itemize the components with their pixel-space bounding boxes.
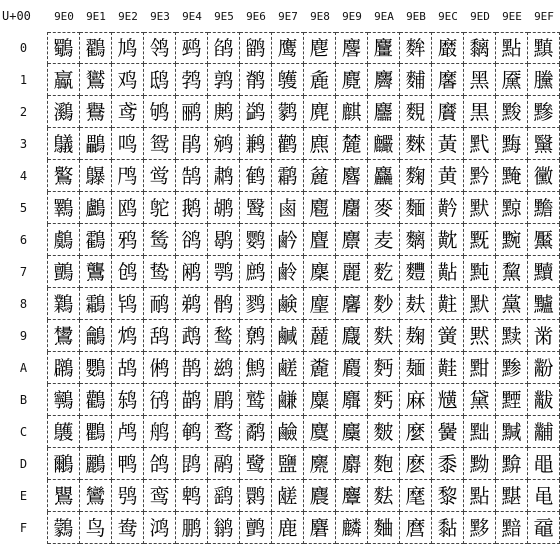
column-header: 9E7 — [278, 9, 298, 23]
glyph-cell: 麼 — [400, 416, 432, 448]
glyph-cell: 麦 — [368, 224, 400, 256]
glyph-cell: 黀 — [432, 32, 464, 64]
glyph-cell: 麫 — [368, 384, 400, 416]
glyph-cell: 鸭 — [112, 448, 144, 480]
glyph-cell: 鹬 — [240, 416, 272, 448]
row-header: E — [0, 480, 48, 512]
glyph-cell: 黏 — [432, 512, 464, 544]
glyph-cell: 麸 — [400, 288, 432, 320]
glyph-cell: 鹯 — [240, 512, 272, 544]
glyph-cell: 麤 — [368, 160, 400, 192]
glyph-cell: 鸛 — [80, 384, 112, 416]
glyph-cell: 鸿 — [144, 512, 176, 544]
glyph-cell: 黊 — [432, 352, 464, 384]
glyph-cell: 麯 — [368, 512, 400, 544]
glyph-cell: 麎 — [304, 480, 336, 512]
glyph-cell: 黎 — [432, 480, 464, 512]
glyph-cell: 鸩 — [112, 320, 144, 352]
glyph-cell: 鹅 — [176, 192, 208, 224]
glyph-cell: 鸳 — [144, 128, 176, 160]
glyph-cell: 默 — [464, 288, 496, 320]
glyph-cell: 黫 — [496, 384, 528, 416]
glyph-cell: 麭 — [368, 448, 400, 480]
glyph-cell: 麩 — [368, 320, 400, 352]
column-header: 9E8 — [310, 9, 330, 23]
glyph-cell: 黖 — [464, 224, 496, 256]
glyph-cell: 麔 — [336, 160, 368, 192]
glyph-cell: 黷 — [528, 256, 560, 288]
glyph-cell: 黵 — [528, 192, 560, 224]
glyph-cell: 黚 — [464, 352, 496, 384]
glyph-cell: 鸶 — [144, 224, 176, 256]
glyph-cell: 鸕 — [80, 192, 112, 224]
glyph-cell: 鹭 — [240, 448, 272, 480]
glyph-cell: 鹥 — [240, 192, 272, 224]
glyph-cell: 黂 — [432, 96, 464, 128]
glyph-cell: 鸖 — [80, 224, 112, 256]
glyph-cell: 鹧 — [240, 256, 272, 288]
glyph-cell: 麊 — [304, 352, 336, 384]
glyph-cell: 鹠 — [240, 32, 272, 64]
row-header: 3 — [0, 128, 48, 160]
glyph-cell: 黛 — [464, 384, 496, 416]
glyph-cell: 鹌 — [176, 416, 208, 448]
glyph-cell: 麓 — [336, 128, 368, 160]
column-header: 9E6 — [246, 9, 266, 23]
column-header: 9ED — [470, 9, 490, 23]
column-header: 9E9 — [342, 9, 362, 23]
glyph-cell: 鸤 — [112, 160, 144, 192]
glyph-cell: 麜 — [336, 416, 368, 448]
glyph-cell: 鸻 — [144, 384, 176, 416]
glyph-cell: 點 — [464, 480, 496, 512]
glyph-cell: 鹂 — [176, 96, 208, 128]
glyph-cell: 鸒 — [80, 96, 112, 128]
column-header: 9EB — [406, 9, 426, 23]
glyph-cell: 黰 — [528, 32, 560, 64]
glyph-cell: 麰 — [400, 32, 432, 64]
glyph-cell: 黈 — [432, 288, 464, 320]
glyph-cell: 麥 — [368, 192, 400, 224]
glyph-cell: 鸞 — [80, 480, 112, 512]
glyph-cell: 鹽 — [272, 448, 304, 480]
column-header: 9E3 — [150, 9, 170, 23]
row-header: A — [0, 352, 48, 384]
glyph-cell: 鹮 — [240, 480, 272, 512]
glyph-cell: 黿 — [528, 512, 560, 544]
glyph-cell: 鸘 — [80, 288, 112, 320]
glyph-cell: 黼 — [528, 416, 560, 448]
glyph-cell: 麢 — [368, 96, 400, 128]
glyph-cell: 鸄 — [48, 160, 80, 192]
glyph-cell: 鸰 — [144, 32, 176, 64]
glyph-cell: 鹞 — [208, 480, 240, 512]
glyph-cell: 黙 — [464, 320, 496, 352]
row-header: 0 — [0, 32, 48, 64]
glyph-cell: 鹉 — [176, 320, 208, 352]
glyph-cell: 黑 — [464, 64, 496, 96]
glyph-cell: 鸟 — [80, 512, 112, 544]
glyph-cell: 麏 — [304, 512, 336, 544]
glyph-cell: 鸉 — [48, 320, 80, 352]
glyph-cell: 鸫 — [112, 384, 144, 416]
glyph-cell: 黺 — [528, 352, 560, 384]
glyph-cell: 黆 — [432, 224, 464, 256]
glyph-cell: 黉 — [432, 320, 464, 352]
glyph-cell: 鸵 — [144, 192, 176, 224]
glyph-cell: 黄 — [432, 160, 464, 192]
glyph-cell: 鹁 — [176, 64, 208, 96]
glyph-cell: 鸪 — [112, 352, 144, 384]
column-header: 9E4 — [182, 9, 202, 23]
glyph-cell: 麕 — [336, 192, 368, 224]
glyph-cell: 麪 — [368, 352, 400, 384]
glyph-cell: 鹐 — [208, 32, 240, 64]
glyph-cell: 麹 — [400, 320, 432, 352]
glyph-cell: 黦 — [496, 224, 528, 256]
glyph-cell: 鹪 — [240, 352, 272, 384]
glyph-cell: 鸲 — [144, 96, 176, 128]
row-header: 1 — [0, 64, 48, 96]
glyph-cell: 黟 — [464, 512, 496, 544]
glyph-cell: 鸙 — [80, 320, 112, 352]
glyph-cell: 麉 — [304, 320, 336, 352]
glyph-cell: 鹦 — [240, 224, 272, 256]
glyph-cell: 麖 — [336, 224, 368, 256]
glyph-cell: 麆 — [304, 224, 336, 256]
glyph-cell: 鹡 — [240, 64, 272, 96]
glyph-cell: 麻 — [400, 384, 432, 416]
glyph-cell: 鸅 — [48, 192, 80, 224]
glyph-cell: 鹍 — [176, 448, 208, 480]
glyph-cell: 鸚 — [80, 352, 112, 384]
glyph-cell: 麿 — [400, 512, 432, 544]
glyph-cell: 黍 — [432, 448, 464, 480]
glyph-cell: 鸽 — [144, 448, 176, 480]
glyph-cell: 鸸 — [144, 288, 176, 320]
glyph-cell: 鹓 — [208, 128, 240, 160]
glyph-cell: 鹩 — [240, 320, 272, 352]
glyph-cell: 麃 — [304, 128, 336, 160]
glyph-cell: 黐 — [464, 32, 496, 64]
glyph-cell: 鸁 — [48, 64, 80, 96]
glyph-cell: 鹔 — [208, 160, 240, 192]
row-header: B — [0, 384, 48, 416]
glyph-cell: 黒 — [464, 96, 496, 128]
row-header: 9 — [0, 320, 48, 352]
glyph-cell: 鹊 — [176, 352, 208, 384]
glyph-cell: 鹤 — [240, 160, 272, 192]
row-header: 5 — [0, 192, 48, 224]
glyph-cell: 麵 — [400, 192, 432, 224]
glyph-cell: 黴 — [528, 160, 560, 192]
glyph-cell: 鹝 — [208, 448, 240, 480]
glyph-cell: 麘 — [336, 288, 368, 320]
glyph-cell: 默 — [464, 192, 496, 224]
glyph-cell: 鸥 — [112, 192, 144, 224]
glyph-cell: 麺 — [400, 352, 432, 384]
glyph-cell: 鸊 — [48, 352, 80, 384]
glyph-cell: 鸠 — [112, 32, 144, 64]
glyph-cell: 鹫 — [240, 384, 272, 416]
glyph-cell: 鸗 — [80, 256, 112, 288]
glyph-cell: 黥 — [496, 192, 528, 224]
glyph-cell: 鸺 — [144, 352, 176, 384]
glyph-cell: 黔 — [464, 160, 496, 192]
glyph-cell: 麧 — [368, 256, 400, 288]
glyph-cell: 麝 — [336, 448, 368, 480]
glyph-cell: 鸐 — [80, 32, 112, 64]
glyph-cell: 鹘 — [208, 288, 240, 320]
glyph-cell: 黲 — [528, 96, 560, 128]
glyph-cell: 麶 — [400, 224, 432, 256]
glyph-cell: 鸱 — [144, 64, 176, 96]
glyph-cell: 鸧 — [112, 256, 144, 288]
glyph-cell: 麇 — [304, 256, 336, 288]
glyph-cell: 麛 — [336, 384, 368, 416]
glyph-cell: 麷 — [400, 256, 432, 288]
glyph-cell: 鸹 — [144, 320, 176, 352]
row-header: D — [0, 448, 48, 480]
glyph-cell: 鸌 — [48, 416, 80, 448]
glyph-cell: 麈 — [304, 288, 336, 320]
glyph-cell: 鹖 — [208, 224, 240, 256]
glyph-cell: 黝 — [464, 448, 496, 480]
column-header: 9E1 — [86, 9, 106, 23]
glyph-cell: 黯 — [496, 512, 528, 544]
glyph-cell: 鹱 — [272, 64, 304, 96]
row-header: 8 — [0, 288, 48, 320]
row-header: 2 — [0, 96, 48, 128]
row-header: 4 — [0, 160, 48, 192]
glyph-cell: 鸑 — [80, 64, 112, 96]
glyph-cell: 黬 — [496, 416, 528, 448]
glyph-cell: 麍 — [304, 448, 336, 480]
row-header: 7 — [0, 256, 48, 288]
glyph-cell: 麌 — [304, 416, 336, 448]
glyph-cell: 黽 — [528, 448, 560, 480]
glyph-cell: 鹃 — [176, 128, 208, 160]
glyph-cell: 黣 — [496, 128, 528, 160]
glyph-cell: 鹀 — [176, 32, 208, 64]
glyph-cell: 黸 — [528, 288, 560, 320]
glyph-cell: 鸦 — [112, 224, 144, 256]
row-header: C — [0, 416, 48, 448]
glyph-cell: 鹑 — [208, 64, 240, 96]
glyph-cell: 鸨 — [112, 288, 144, 320]
glyph-cell: 鹆 — [176, 224, 208, 256]
glyph-cell: 鸏 — [48, 512, 80, 544]
glyph-cell: 黱 — [528, 64, 560, 96]
glyph-cell: 鹣 — [240, 128, 272, 160]
glyph-cell: 鹗 — [208, 256, 240, 288]
glyph-cell: 鸋 — [48, 384, 80, 416]
glyph-cell: 鹕 — [208, 192, 240, 224]
glyph-cell: 麮 — [368, 480, 400, 512]
glyph-cell: 鹾 — [272, 480, 304, 512]
glyph-cell: 鸎 — [48, 480, 80, 512]
glyph-cell: 鹳 — [272, 128, 304, 160]
glyph-cell: 麐 — [336, 32, 368, 64]
glyph-cell: 鸬 — [112, 416, 144, 448]
glyph-cell: 黢 — [496, 96, 528, 128]
glyph-cell: 鸴 — [144, 160, 176, 192]
glyph-cell: 鸂 — [48, 96, 80, 128]
glyph-cell: 鹶 — [272, 224, 304, 256]
glyph-cell: 麽 — [400, 448, 432, 480]
glyph-cell: 麾 — [400, 480, 432, 512]
glyph-cell: 鹏 — [176, 512, 208, 544]
glyph-cell: 黮 — [496, 480, 528, 512]
glyph-cell: 鸼 — [144, 416, 176, 448]
glyph-cell: 黪 — [496, 352, 528, 384]
glyph-cell: 鸷 — [144, 256, 176, 288]
glyph-cell: 鹨 — [240, 288, 272, 320]
glyph-cell: 鹷 — [272, 256, 304, 288]
glyph-cell: 黓 — [464, 128, 496, 160]
glyph-cell: 麂 — [304, 96, 336, 128]
glyph-cell: 黻 — [528, 384, 560, 416]
glyph-cell: 黁 — [432, 64, 464, 96]
glyph-cell: 鸀 — [48, 32, 80, 64]
glyph-cell: 麡 — [368, 64, 400, 96]
corner-label: U+00 — [2, 9, 31, 23]
glyph-cell: 麅 — [304, 192, 336, 224]
glyph-cell: 麨 — [368, 288, 400, 320]
glyph-cell: 鸝 — [80, 448, 112, 480]
column-header: 9E0 — [54, 9, 74, 23]
glyph-cell: 鸓 — [80, 128, 112, 160]
glyph-cell: 鹺 — [272, 352, 304, 384]
glyph-cell: 鹄 — [176, 160, 208, 192]
glyph-cell: 鹢 — [240, 96, 272, 128]
column-header: 9EC — [438, 9, 458, 23]
glyph-cell: 黤 — [496, 160, 528, 192]
glyph-cell: 麙 — [336, 320, 368, 352]
glyph-cell: 黃 — [432, 128, 464, 160]
glyph-cell: 黡 — [496, 64, 528, 96]
glyph-cell: 鸡 — [112, 64, 144, 96]
glyph-cell: 鸾 — [144, 480, 176, 512]
glyph-cell: 麳 — [400, 128, 432, 160]
glyph-cell: 鹛 — [208, 384, 240, 416]
glyph-cell: 麬 — [368, 416, 400, 448]
glyph-cell: 麗 — [336, 256, 368, 288]
glyph-cell: 黗 — [464, 256, 496, 288]
glyph-cell: 鹟 — [208, 512, 240, 544]
glyph-cell: 麋 — [304, 384, 336, 416]
glyph-cell: 鹿 — [272, 512, 304, 544]
glyph-cell: 麑 — [336, 64, 368, 96]
glyph-cell: 鹵 — [272, 192, 304, 224]
glyph-cell: 麁 — [304, 64, 336, 96]
glyph-cell: 鹒 — [208, 96, 240, 128]
glyph-cell: 鸆 — [48, 224, 80, 256]
glyph-cell: 鸣 — [112, 128, 144, 160]
glyph-cell: 黇 — [432, 256, 464, 288]
glyph-cell: 鸃 — [48, 128, 80, 160]
glyph-cell: 麞 — [336, 480, 368, 512]
glyph-cell: 鸢 — [112, 96, 144, 128]
glyph-cell: 鹎 — [176, 480, 208, 512]
glyph-cell: 麣 — [368, 128, 400, 160]
row-header: 6 — [0, 224, 48, 256]
glyph-cell: 黜 — [464, 416, 496, 448]
column-header: 9EA — [374, 9, 394, 23]
glyph-cell: 黨 — [496, 288, 528, 320]
column-header: 9E2 — [118, 9, 138, 23]
glyph-cell: 鸜 — [80, 416, 112, 448]
glyph-cell: 黅 — [432, 192, 464, 224]
column-header: 9EE — [502, 9, 522, 23]
glyph-cell: 鹋 — [176, 384, 208, 416]
glyph-cell: 鸔 — [80, 160, 112, 192]
glyph-cell: 麀 — [304, 32, 336, 64]
glyph-cell: 麴 — [400, 160, 432, 192]
glyph-cell: 鹼 — [272, 416, 304, 448]
glyph-cell: 鸈 — [48, 288, 80, 320]
glyph-cell: 鹸 — [272, 288, 304, 320]
glyph-cell: 黾 — [528, 480, 560, 512]
glyph-cell: 麒 — [336, 96, 368, 128]
glyph-cell: 鸯 — [112, 512, 144, 544]
glyph-cell: 鹚 — [208, 352, 240, 384]
glyph-cell: 麲 — [400, 96, 432, 128]
column-header: 9E5 — [214, 9, 234, 23]
glyph-cell: 鹻 — [272, 384, 304, 416]
glyph-cell: 黋 — [432, 384, 464, 416]
glyph-cell: 黳 — [528, 128, 560, 160]
glyph-cell: 點 — [496, 32, 528, 64]
glyph-cell: 鹜 — [208, 416, 240, 448]
glyph-cell: 黧 — [496, 256, 528, 288]
glyph-cell: 黩 — [496, 320, 528, 352]
glyph-cell: 黶 — [528, 224, 560, 256]
glyph-cell: 麠 — [368, 32, 400, 64]
column-header: 9EF — [534, 9, 554, 23]
glyph-cell: 鹴 — [272, 160, 304, 192]
glyph-cell: 鸍 — [48, 448, 80, 480]
glyph-cell: 鹈 — [176, 288, 208, 320]
glyph-cell: 鹰 — [272, 32, 304, 64]
glyph-cell: 麱 — [400, 64, 432, 96]
glyph-cell: 麚 — [336, 352, 368, 384]
glyph-cell: 鹲 — [272, 96, 304, 128]
glyph-cell: 鹙 — [208, 320, 240, 352]
glyph-cell: 鸮 — [112, 480, 144, 512]
glyph-cell: 黭 — [496, 448, 528, 480]
glyph-cell: 黌 — [432, 416, 464, 448]
glyph-cell: 鸇 — [48, 256, 80, 288]
row-header: F — [0, 512, 48, 544]
glyph-cell: 鹹 — [272, 320, 304, 352]
glyph-cell: 麟 — [336, 512, 368, 544]
glyph-cell: 黹 — [528, 320, 560, 352]
glyph-cell: 麄 — [304, 160, 336, 192]
glyph-cell: 鹇 — [176, 256, 208, 288]
